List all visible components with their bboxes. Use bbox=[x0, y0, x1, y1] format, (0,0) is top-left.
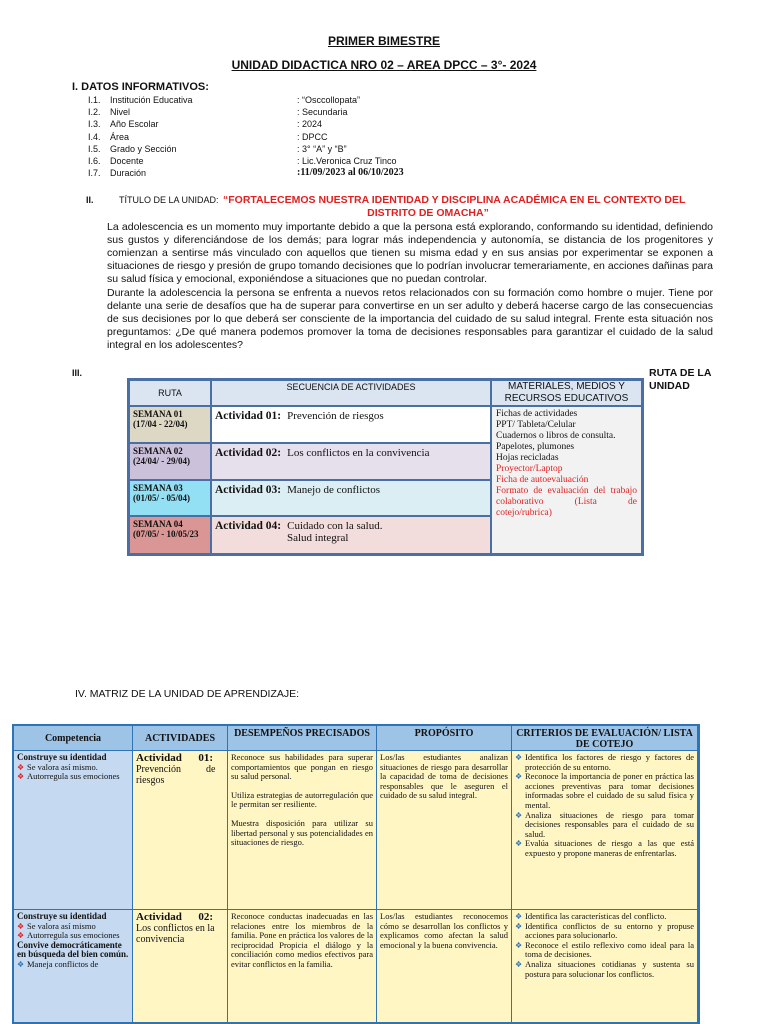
datos-row-value: : Secundaria bbox=[297, 107, 348, 118]
material-item: Cuadernos o libros de consulta. bbox=[496, 431, 616, 441]
datos-row-value: : “Osccollopata” bbox=[297, 95, 361, 105]
datos-row-num: I.7. bbox=[88, 168, 101, 179]
activity-number: Actividad 01: bbox=[215, 410, 282, 422]
matriz-header-criterios: CRITERIOS DE EVALUACIÓN/ LISTA DE COTEJO bbox=[512, 726, 698, 751]
list-item: ❖ Evalúa situaciones de riesgo a las que está expuesto y propone maneras de enfrentarlas. bbox=[515, 838, 694, 858]
datos-row-num: I.3. bbox=[88, 119, 101, 130]
datos-row-value: : DPCC bbox=[297, 131, 328, 142]
datos-row-value: :11/09/2023 al 06/10/2023 bbox=[297, 167, 404, 179]
datos-row-value: : 3° “A” y “B” bbox=[297, 143, 347, 154]
datos-row-value: : 2024 bbox=[297, 119, 323, 130]
row2-proposito: Los/las estudiantes reconocemos cómo se desarrollan los conflictos y explicamos como afectan la salud emocional y la buena convivencia. bbox=[377, 910, 512, 1024]
datos-row-label: Área bbox=[110, 131, 130, 142]
list-item: ❖ Identifica los factores de riesgo y factores de protección de su entorno. bbox=[515, 752, 694, 772]
datos-row-label: Institución Educativa bbox=[110, 95, 193, 105]
activity-description-2: Salud integral bbox=[287, 532, 349, 544]
ruta-week-cell: SEMANA 03 (01/05/ - 05/04) bbox=[129, 480, 211, 516]
datos-row-num: I.5. bbox=[88, 143, 101, 154]
list-item: ❖ Autorregula sus emociones bbox=[17, 930, 120, 941]
row2-criterios bbox=[512, 910, 698, 1024]
list-item: ❖ Se valora así mismo bbox=[17, 920, 96, 931]
activity-description: Los conflictos en la convivencia bbox=[287, 447, 430, 459]
ruta-activity-cell bbox=[211, 516, 491, 554]
material-item: Formato de evaluación del trabajo colaborativo (Lista de cotejo/rubrica) bbox=[496, 486, 637, 518]
ruta-activity-cell bbox=[211, 443, 491, 480]
material-item: Papelotes, plumones bbox=[496, 442, 575, 452]
datos-row-num: I.4. bbox=[88, 131, 101, 142]
ruta-table bbox=[127, 378, 644, 556]
ruta-activity-cell bbox=[211, 480, 491, 516]
list-item: ❖ Identifica conflictos de su entorno y propuse acciones para solucionarlo. bbox=[515, 920, 694, 941]
ruta-activity-cell bbox=[211, 406, 491, 443]
ruta-header-materiales: MATERIALES, MEDIOS Y RECURSOS EDUCATIVOS bbox=[491, 380, 642, 406]
row1-criterios bbox=[512, 751, 698, 910]
ruta-header-secuencia: SECUENCIA DE ACTIVIDADES bbox=[211, 380, 491, 406]
activity-number: Actividad 02: bbox=[215, 447, 282, 459]
document-title: PRIMER BIMESTRE bbox=[327, 34, 440, 48]
row2-actividad: Actividad 02: Los conflictos en la convivencia bbox=[133, 910, 228, 1024]
titulo-num: II. bbox=[86, 195, 94, 205]
ruta-materiales-cell bbox=[491, 406, 642, 554]
activity-description: Prevención de riesgos bbox=[287, 410, 384, 422]
ruta-side-label-2: UNIDAD bbox=[649, 380, 690, 392]
matriz-header-competencia: Competencia bbox=[14, 726, 133, 751]
situacion-paragraph-2: Durante la adolescencia la persona se enfrenta a nuevos retos relacionados con su formación como hombre o mujer. Tiene por delante una serie de desafíos que ha de superar para convertirse en un ser adulto y deberá hacerse cargo de las consecuencias de sus decisiones por lo que deberá ser consciente de la importancia del cuidado de su salud integral. Frente esta situación nos preguntamos: ¿De qué manera podemos promover la toma de decisiones responsables para garantizar el cuidado de la salud integral en los adolescentes? bbox=[107, 287, 713, 351]
row2-desempenos: Reconoce conductas inadecuadas en las relaciones entre los miembros de la familia. Pone en práctica los valores de la reciprocidad Propicia el diálogo y la conciliación como medios efectivos para evitar conflictos en la familia. bbox=[228, 910, 377, 1024]
matriz-header-proposito: PROPÓSITO bbox=[377, 726, 512, 751]
row1-proposito: Los/las estudiantes analizan situaciones de riesgo para desarrollar la capacidad de toma de decisiones responsables que le aseguren el cuidado de su salud integral. bbox=[377, 751, 512, 910]
datos-row-label: Duración bbox=[110, 168, 147, 179]
activity-description: Manejo de conflictos bbox=[287, 484, 380, 496]
datos-row-label: Docente bbox=[110, 156, 144, 166]
ruta-side-label-1: RUTA DE LA bbox=[649, 367, 712, 379]
datos-row-num: I.1. bbox=[88, 95, 101, 105]
list-item: ❖ Analiza situaciones cotidianas y sustenta su postura para solucionar los conflictos. bbox=[515, 958, 694, 979]
row1-desempenos: Reconoce sus habilidades para superar comportamientos que pongan en riesgo su salud personal. Utiliza estrategias de autorregulación que le permitan ser resiliente. Muestra disposición para utilizar su libertad personal y sus potencialidades en situaciones de riesgo. bbox=[228, 751, 377, 910]
list-item: ❖ Analiza situaciones de riesgo para tomar decisiones responsables para el cuidado de su salud. bbox=[515, 809, 694, 839]
activity-number: Actividad 03: bbox=[215, 484, 282, 496]
activity-number: Actividad 04: bbox=[215, 520, 282, 532]
matriz-heading: IV. MATRIZ DE LA UNIDAD DE APRENDIZAJE: bbox=[75, 688, 300, 700]
datos-row-label: Grado y Sección bbox=[110, 143, 177, 154]
datos-row-label: Nivel bbox=[110, 107, 131, 118]
datos-heading: I. DATOS INFORMATIVOS: bbox=[72, 81, 209, 93]
datos-row-num: I.6. bbox=[88, 156, 101, 166]
list-item: ❖ Autorregula sus emociones bbox=[17, 771, 120, 782]
list-item: ❖ Identifica las características del conflicto. bbox=[515, 911, 667, 921]
ruta-week-cell: SEMANA 04 (07/05/ - 10/05/23 bbox=[129, 516, 211, 554]
material-item: Proyector/Laptop bbox=[496, 464, 563, 474]
list-item: ❖ Maneja conflictos de bbox=[17, 958, 99, 969]
ruta-num: III. bbox=[72, 368, 83, 378]
datos-row-num: I.2. bbox=[88, 107, 101, 118]
matriz-header-desempenos: DESEMPEÑOS PRECISADOS bbox=[228, 726, 377, 751]
matriz-header-actividades: ACTIVIDADES bbox=[133, 726, 228, 751]
situacion-paragraph-1: La adolescencia es un momento muy importante debido a que la persona está explorando, conformando su identidad, definiendo sus gustos y diferenciándose de los demás; para lograr más independencia y autonomía, se distancia de los progenitores y comienzan a sentirse más vinculado con aquellos que tienen su misma edad y en sus ansias por experimentar se exponen a situaciones de riesgo y presión de grupo tomando decisiones que lo podrían involucrar temerariamente, en acciones dañinas para su salud física y emocional, exponiéndose a situaciones que no puedan controlar. bbox=[107, 221, 713, 285]
matriz-table bbox=[12, 724, 700, 1024]
titulo-line1: “FORTALECEMOS NUESTRA IDENTIDAD Y DISCIPLINA ACADÉMICA EN EL CONTEXTO DEL bbox=[223, 194, 686, 206]
ruta-week-cell: SEMANA 02 (24/04/ - 29/04) bbox=[129, 443, 211, 480]
row1-actividad: Actividad 01: Prevención de riesgos bbox=[133, 751, 228, 910]
activity-description: Cuidado con la salud. bbox=[287, 520, 383, 532]
datos-row-label: Año Escolar bbox=[110, 119, 159, 130]
document-subtitle: UNIDAD DIDACTICA NRO 02 – AREA DPCC – 3°- 2024 bbox=[231, 58, 537, 72]
list-item: ❖ Se valora así mismo. bbox=[17, 761, 98, 772]
row2-competencia: Construye su identidad ❖ Se valora así mismo ❖ Autorregula sus emociones Convive democráticamente en búsqueda del bien común. ❖ Maneja conflictos de bbox=[14, 910, 133, 1024]
titulo-line2: DISTRITO DE OMACHA” bbox=[367, 207, 489, 219]
material-item: PPT/ Tableta/Celular bbox=[496, 420, 576, 430]
ruta-header-ruta: RUTA bbox=[129, 380, 211, 406]
titulo-label: TÍTULO DE LA UNIDAD: bbox=[119, 195, 219, 205]
material-item: Fichas de actividades bbox=[496, 409, 578, 419]
row1-competencia: Construye su identidad ❖ Se valora así mismo. ❖ Autorregula sus emociones bbox=[14, 751, 133, 910]
ruta-week-cell: SEMANA 01 (17/04 - 22/04) bbox=[129, 406, 211, 443]
material-item: Ficha de autoevaluación bbox=[496, 475, 589, 485]
material-item: Hojas recicladas bbox=[496, 453, 559, 463]
datos-row-value: : Lic.Veronica Cruz Tinco bbox=[297, 156, 397, 166]
list-item: ❖ Reconoce el estilo reflexivo como ideal para la toma de decisiones. bbox=[515, 939, 694, 960]
list-item: ❖ Reconoce la importancia de poner en práctica las acciones preventivas para tomar decisiones informadas sobre el cuidado de su salud física y mental. bbox=[515, 771, 694, 810]
